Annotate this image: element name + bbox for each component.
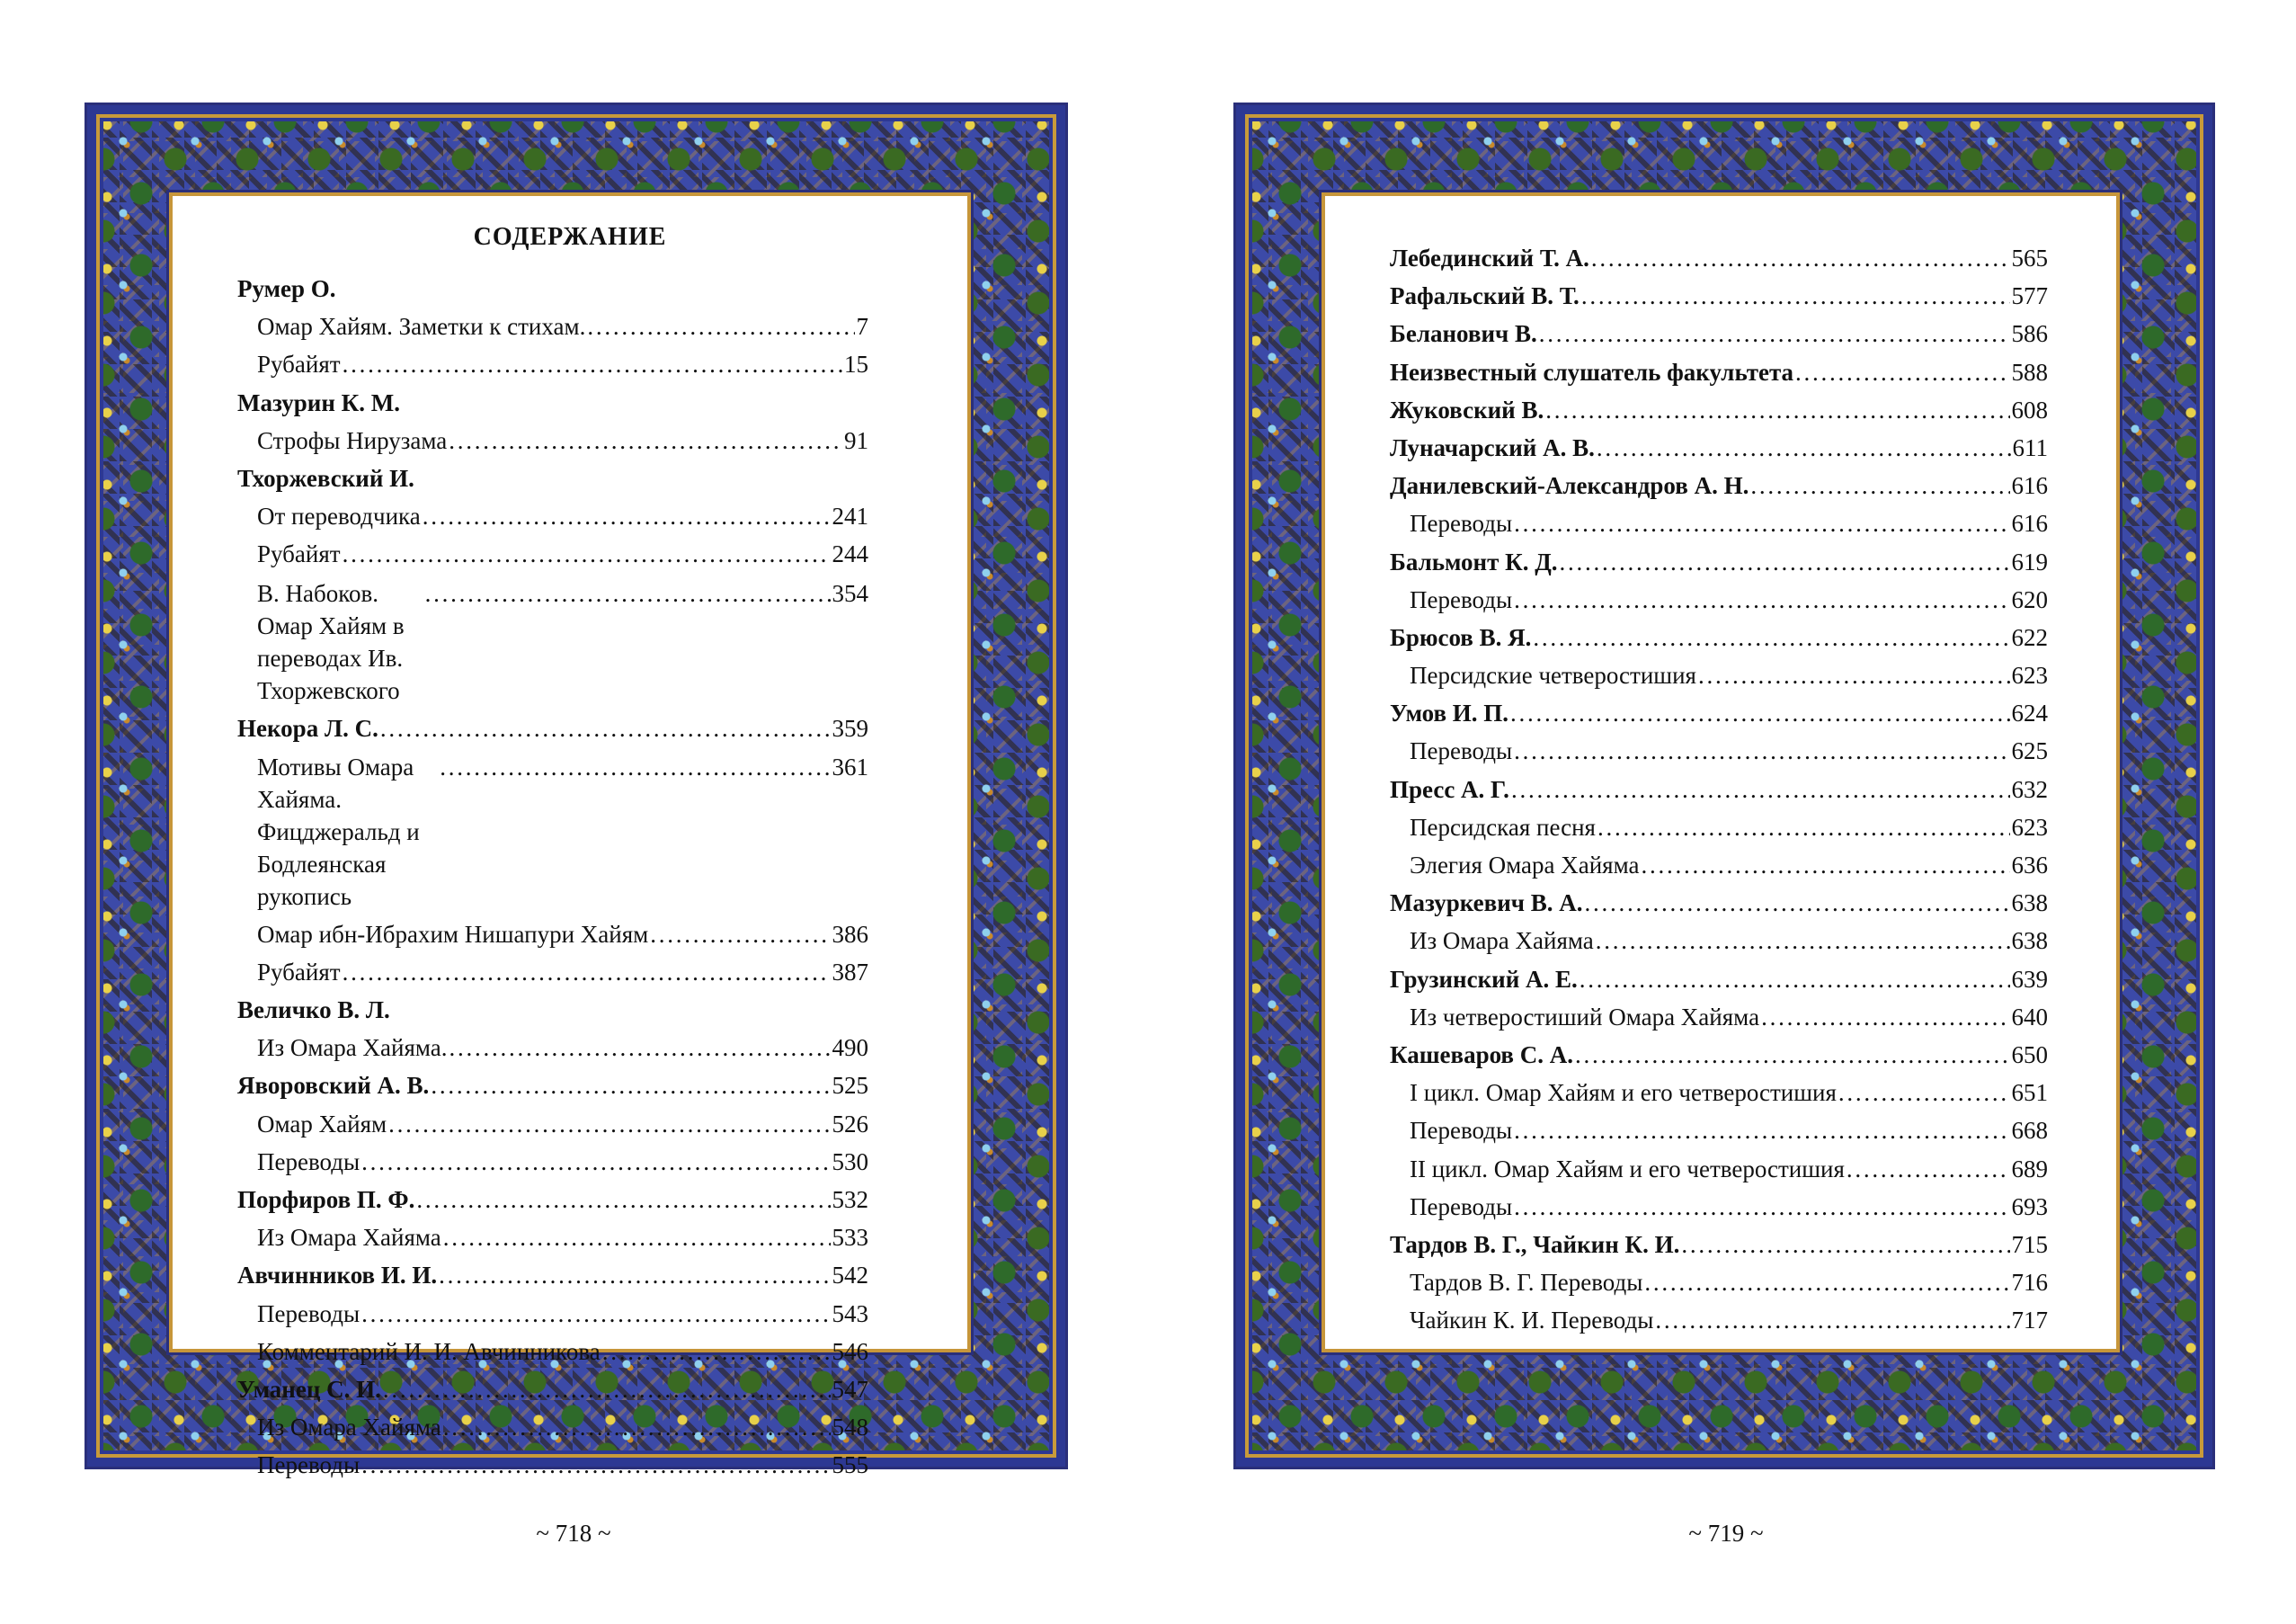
toc-work-entry	[1390, 504, 2048, 542]
toc-page-number: 542	[832, 1262, 868, 1289]
toc-author-entry	[237, 1181, 868, 1218]
toc-page-number: 715	[2011, 1230, 2048, 1258]
toc-entry-label: От переводчика	[257, 503, 421, 531]
page-number-right: ~ 719 ~	[1688, 1520, 1764, 1547]
dot-leader	[602, 1333, 831, 1370]
dot-leader	[443, 1408, 831, 1446]
dot-leader	[431, 1066, 830, 1104]
toc-entry-label: Из Омара Хайяма	[1410, 927, 1594, 955]
toc-page-number: 625	[2011, 737, 2048, 765]
toc-entry-label: Грузинский А. Е.	[1390, 965, 1578, 993]
toc-page-number: 638	[2011, 927, 2048, 955]
toc-entry-label: Кашеваров С. А.	[1390, 1040, 1574, 1068]
toc-author-entry	[237, 460, 868, 497]
toc-entry-label: Луначарский А. В.	[1390, 433, 1595, 461]
toc-page-number: 651	[2011, 1079, 2048, 1107]
dot-leader	[1585, 884, 2010, 922]
dot-leader	[388, 1105, 830, 1143]
dot-leader	[440, 751, 830, 783]
toc-entry-label: Данилевский-Александров А. Н.	[1390, 472, 1749, 500]
toc-page-number: 543	[832, 1299, 868, 1327]
toc-entry-label: Переводы	[257, 1299, 360, 1327]
toc-entry-label: Строфы Нирузама	[257, 426, 448, 454]
toc-author-entry	[1390, 1226, 2048, 1263]
toc-entry-label: Переводы	[257, 1451, 360, 1479]
toc-title: СОДЕРЖАНИЕ	[473, 223, 667, 251]
toc-page-number: 354	[832, 579, 868, 607]
dot-leader	[416, 1181, 830, 1218]
toc-author-entry	[237, 1256, 868, 1294]
dot-leader	[1750, 467, 2009, 504]
toc-work-entry	[1390, 808, 2048, 846]
toc-work-entry	[237, 915, 868, 953]
toc-page-number: 620	[2011, 585, 2048, 613]
toc-entry-label: Некора Л. С.	[237, 714, 378, 742]
toc-page-number: 386	[832, 920, 868, 948]
toc-entry-label: Комментарий И. И. Авчинникова	[257, 1337, 601, 1365]
dot-leader	[380, 709, 831, 747]
toc-page-number: 530	[832, 1147, 868, 1175]
toc-work-entry	[237, 422, 868, 460]
toc-work-entry	[1390, 1150, 2048, 1188]
toc-page-number: 565	[2011, 245, 2048, 272]
toc-author-entry	[237, 709, 868, 747]
toc-work-entry	[237, 747, 868, 915]
toc-entry-label: Тардов В. Г. Переводы	[1410, 1269, 1643, 1297]
toc-entry-label: II цикл. Омар Хайям и его четверостишия	[1410, 1155, 1845, 1182]
toc-entry-label: Персидская песня	[1410, 813, 1596, 841]
toc-author-entry	[1390, 619, 2048, 656]
toc-work-entry	[237, 1446, 868, 1484]
dot-leader	[1641, 846, 2009, 884]
dot-leader	[423, 497, 831, 535]
toc-page-number: 490	[832, 1034, 868, 1062]
dot-leader	[1533, 619, 2009, 656]
page-number-left: ~ 718 ~	[536, 1520, 611, 1547]
toc-page-number: 639	[2011, 965, 2048, 993]
toc-author-entry	[1390, 771, 2048, 808]
left-page-panel	[169, 192, 971, 1479]
toc-entry-label: Переводы	[1410, 585, 1513, 613]
toc-page-number: 588	[2011, 358, 2048, 386]
toc-entry-label: В. Набоков. Омар Хайям в переводах Ив. Тхоржевского	[257, 579, 405, 704]
toc-author-entry	[237, 991, 868, 1029]
dot-leader	[361, 1143, 830, 1181]
toc-entry-label: Пресс А. Г.	[1390, 775, 1509, 803]
dot-leader	[1581, 277, 2010, 315]
toc-entry-label: Жуковский В.	[1390, 396, 1544, 424]
toc-work-entry	[237, 1295, 868, 1333]
toc-page-number: 525	[832, 1072, 868, 1100]
toc-page-number: 241	[832, 503, 868, 531]
toc-author-entry	[1390, 315, 2048, 352]
toc-work-entry	[237, 1143, 868, 1181]
toc-work-entry	[237, 1333, 868, 1370]
toc-page-number: 526	[832, 1110, 868, 1138]
toc-author-entry	[237, 1370, 868, 1408]
toc-page-number: 577	[2011, 282, 2048, 310]
toc-work-entry	[237, 535, 868, 573]
toc-work-entry	[237, 1105, 868, 1143]
toc-page-number: 608	[2011, 396, 2048, 424]
toc-page-number: 619	[2011, 548, 2048, 576]
toc-entry-label: Румер О.	[237, 275, 336, 302]
toc-page-number: 359	[832, 714, 868, 742]
toc-work-entry	[237, 308, 868, 345]
toc-work-entry	[237, 953, 868, 991]
toc-work-entry	[237, 574, 868, 709]
dot-leader	[425, 577, 831, 610]
dot-leader	[1847, 1150, 2010, 1188]
toc-author-entry	[1390, 239, 2048, 277]
dot-leader	[343, 953, 831, 991]
toc-author-entry	[237, 384, 868, 422]
toc-entry-label: Беланович В.	[1390, 320, 1537, 348]
toc-author-entry	[1390, 694, 2048, 732]
dot-leader	[1575, 1036, 2009, 1074]
toc-page-number: 7	[856, 313, 868, 341]
toc-list-right	[1390, 239, 2048, 1339]
dot-leader	[1698, 656, 2010, 694]
toc-page-number: 689	[2011, 1155, 2048, 1182]
toc-author-entry	[1390, 353, 2048, 391]
toc-page-number: 361	[832, 753, 868, 781]
toc-entry-label: Переводы	[1410, 1192, 1513, 1220]
dot-leader	[1761, 998, 2009, 1036]
dot-leader	[1681, 1226, 2009, 1263]
toc-entry-label: Бальмонт К. Д.	[1390, 548, 1558, 576]
toc-work-entry	[1390, 846, 2048, 884]
toc-entry-label: Персидские четверостишия	[1410, 662, 1696, 690]
dot-leader	[361, 1446, 830, 1484]
dot-leader	[1539, 315, 2010, 352]
toc-page-number: 387	[832, 958, 868, 986]
toc-page-number: 616	[2011, 472, 2048, 500]
toc-work-entry	[1390, 1074, 2048, 1111]
toc-entry-label: Омар Хайям	[257, 1110, 387, 1138]
dot-leader	[343, 535, 831, 573]
dot-leader	[1591, 239, 2010, 277]
toc-entry-label: Уманец С. И.	[237, 1375, 381, 1403]
dot-leader	[1514, 1188, 2009, 1226]
toc-work-entry	[237, 345, 868, 383]
toc-author-entry	[1390, 960, 2048, 998]
toc-work-entry	[1390, 922, 2048, 959]
toc-page-number: 717	[2011, 1307, 2048, 1334]
dot-leader	[439, 1256, 830, 1294]
dot-leader	[1510, 694, 2009, 732]
toc-work-entry	[237, 1408, 868, 1446]
dot-leader	[1655, 1301, 2009, 1339]
toc-entry-label: Рубайят	[257, 958, 341, 986]
toc-page-number: 555	[832, 1451, 868, 1479]
dot-leader	[361, 1295, 830, 1333]
toc-page-number: 244	[832, 540, 868, 568]
toc-author-entry	[1390, 1036, 2048, 1074]
right-page-panel	[1322, 192, 2120, 1352]
toc-entry-label: Омар Хайям. Заметки к стихам.	[257, 313, 586, 341]
toc-entry-label: Из Омара Хайяма	[257, 1414, 441, 1441]
toc-page-number: 586	[2011, 320, 2048, 348]
toc-author-entry	[237, 1066, 868, 1104]
toc-work-entry	[1390, 581, 2048, 619]
toc-work-entry	[1390, 656, 2048, 694]
toc-entry-label: Неизвестный слушатель факультета	[1390, 358, 1794, 386]
dot-leader	[1597, 808, 2010, 846]
toc-entry-label: Переводы	[1410, 1117, 1513, 1145]
toc-page-number: 716	[2011, 1269, 2048, 1297]
dot-leader	[587, 308, 854, 345]
toc-entry-label: Тхоржевский И.	[237, 464, 414, 492]
toc-page-number: 624	[2011, 700, 2048, 727]
toc-entry-label: Мотивы Омара Хайяма. Фицджеральд и Бодлеянская рукопись	[257, 753, 420, 910]
toc-work-entry	[1390, 1301, 2048, 1339]
toc-page-number: 632	[2011, 775, 2048, 803]
toc-page-number: 636	[2011, 852, 2048, 879]
dot-leader	[1514, 581, 2009, 619]
toc-entry-label: Величко В. Л.	[237, 996, 390, 1024]
toc-entry-label: Элегия Омара Хайяма	[1410, 852, 1640, 879]
toc-work-entry	[1390, 732, 2048, 770]
dot-leader	[1560, 543, 2010, 581]
toc-entry-label: Мазуркевич В. А.	[1390, 889, 1583, 917]
toc-page-number: 693	[2011, 1192, 2048, 1220]
dot-leader	[449, 422, 842, 460]
toc-entry-label: Чайкин К. И. Переводы	[1410, 1307, 1654, 1334]
dot-leader	[1545, 391, 2009, 429]
toc-page-number: 546	[832, 1337, 868, 1365]
toc-entry-label: Рафальский В. Т.	[1390, 282, 1580, 310]
toc-page-number: 640	[2011, 1003, 2048, 1031]
toc-author-entry	[1390, 884, 2048, 922]
toc-page-number: 668	[2011, 1117, 2048, 1145]
toc-author-entry	[237, 270, 868, 308]
dot-leader	[1644, 1263, 2009, 1301]
dot-leader	[1838, 1074, 2010, 1111]
toc-page-number: 650	[2011, 1040, 2048, 1068]
toc-page-number: 91	[844, 426, 868, 454]
toc-author-entry	[1390, 467, 2048, 504]
toc-page-number: 638	[2011, 889, 2048, 917]
toc-page-number: 532	[832, 1186, 868, 1213]
dot-leader	[650, 915, 830, 953]
toc-entry-label: Из четверостиший Омара Хайяма	[1410, 1003, 1760, 1031]
toc-entry-label: Авчинников И. И.	[237, 1262, 438, 1289]
dot-leader	[1580, 960, 2010, 998]
toc-author-entry	[1390, 391, 2048, 429]
toc-entry-label: Переводы	[1410, 510, 1513, 538]
toc-entry-label: Омар ибн-Ибрахим Нишапури Хайям	[257, 920, 649, 948]
toc-work-entry	[1390, 1188, 2048, 1226]
toc-entry-label: Рубайят	[257, 351, 341, 379]
dot-leader	[1795, 353, 2009, 391]
toc-entry-label: Яворовский А. В.	[237, 1072, 430, 1100]
toc-entry-label: Из Омара Хайяма.	[257, 1034, 448, 1062]
toc-work-entry	[237, 1029, 868, 1066]
toc-author-entry	[1390, 429, 2048, 467]
toc-list-left	[237, 270, 868, 1485]
dot-leader	[449, 1029, 831, 1066]
toc-entry-label: Лебединский Т. А.	[1390, 245, 1589, 272]
toc-page-number: 548	[832, 1414, 868, 1441]
toc-entry-label: Умов И. П.	[1390, 700, 1509, 727]
toc-work-entry	[1390, 1263, 2048, 1301]
toc-page-number: 622	[2011, 623, 2048, 651]
dot-leader	[1511, 771, 2010, 808]
toc-entry-label: Переводы	[257, 1147, 360, 1175]
dot-leader	[443, 1218, 831, 1256]
toc-page-number: 616	[2011, 510, 2048, 538]
toc-page-number: 15	[844, 351, 868, 379]
dot-leader	[1514, 732, 2009, 770]
dot-leader	[1596, 922, 2010, 959]
dot-leader	[383, 1370, 831, 1408]
toc-entry-label: Порфиров П. Ф.	[237, 1186, 415, 1213]
toc-entry-label: Брюсов В. Я.	[1390, 623, 1532, 651]
toc-work-entry	[237, 497, 868, 535]
dot-leader	[1514, 1111, 2009, 1149]
toc-entry-label: Рубайят	[257, 540, 341, 568]
toc-entry-label: Мазурин К. М.	[237, 388, 400, 416]
toc-entry-label: Из Омара Хайяма	[257, 1224, 441, 1252]
toc-entry-label: Тардов В. Г., Чайкин К. И.	[1390, 1230, 1680, 1258]
dot-leader	[343, 345, 842, 383]
toc-entry-label: Переводы	[1410, 737, 1513, 765]
toc-page-number: 547	[832, 1375, 868, 1403]
toc-work-entry	[1390, 998, 2048, 1036]
dot-leader	[1597, 429, 2011, 467]
toc-page-number: 533	[832, 1224, 868, 1252]
toc-work-entry	[1390, 1111, 2048, 1149]
toc-page-number: 623	[2011, 662, 2048, 690]
toc-page-number: 623	[2011, 813, 2048, 841]
toc-author-entry	[1390, 543, 2048, 581]
toc-author-entry	[1390, 277, 2048, 315]
dot-leader	[1514, 504, 2009, 542]
toc-page-number: 611	[2012, 433, 2048, 461]
toc-work-entry	[237, 1218, 868, 1256]
toc-entry-label: I цикл. Омар Хайям и его четверостишия	[1410, 1079, 1837, 1107]
